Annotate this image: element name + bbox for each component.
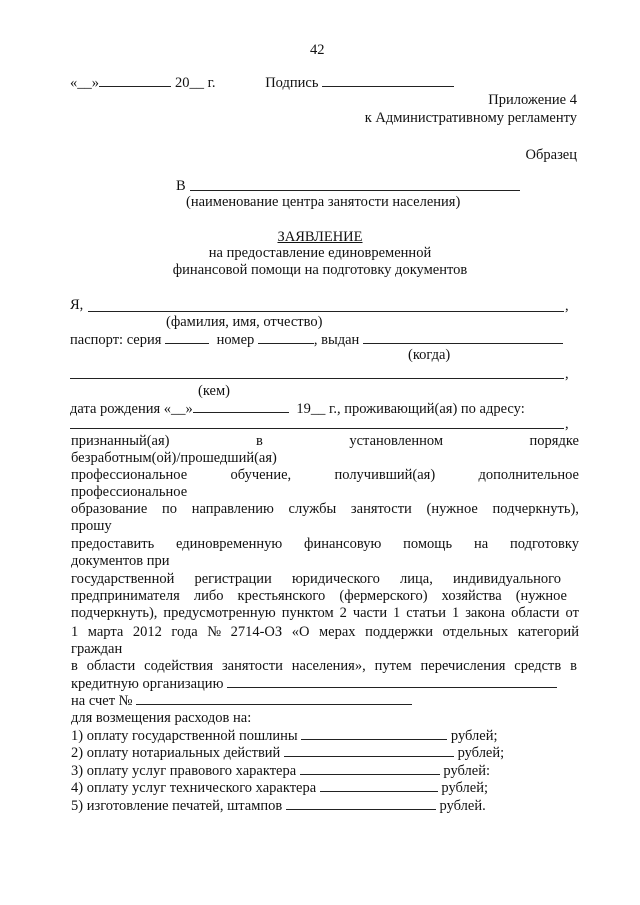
body-line-13: граждан bbox=[71, 641, 123, 657]
expense-item-3 bbox=[71, 762, 490, 780]
issued-by-comma: , bbox=[565, 366, 569, 382]
body-word: отдельных bbox=[442, 624, 509, 640]
body-word: предусмотренную bbox=[163, 605, 276, 621]
body-word: обучение, bbox=[230, 467, 292, 483]
body-word: предпринимателя bbox=[71, 588, 180, 604]
body-word: установленном bbox=[349, 433, 444, 449]
body-line-4: профессиональное bbox=[71, 484, 188, 500]
body-word: (фермерского) bbox=[339, 588, 428, 604]
expense-amount-blank[interactable] bbox=[320, 779, 438, 792]
expense-label: 5) изготовление печатей, штампов bbox=[71, 798, 283, 814]
body-word: года bbox=[171, 624, 198, 640]
body-word: 2 bbox=[339, 605, 347, 621]
body-word: юридического bbox=[291, 571, 380, 587]
passport-number-label: номер bbox=[216, 332, 255, 348]
signature-label: Подпись bbox=[265, 75, 319, 91]
body-word: (нужное bbox=[426, 501, 478, 517]
body-word: признанный(ая) bbox=[71, 433, 170, 449]
body-line-11 bbox=[71, 605, 579, 622]
passport-series-blank[interactable] bbox=[165, 331, 209, 344]
body-word: порядке bbox=[529, 433, 579, 449]
body-word: части bbox=[352, 605, 388, 621]
body-word: 1 bbox=[451, 605, 460, 621]
body-word: от bbox=[565, 605, 579, 621]
page-number: 42 bbox=[310, 42, 325, 58]
body-line-2: безработным(ой)/прошедший(ая) bbox=[71, 450, 277, 466]
date-day: «__» bbox=[70, 75, 99, 91]
sample-label: Образец bbox=[525, 147, 577, 163]
body-word: предоставить bbox=[71, 536, 155, 552]
body-word: 2012 bbox=[132, 624, 162, 640]
body-word: регистрации bbox=[194, 571, 272, 587]
body-word: подчеркнуть), bbox=[71, 605, 158, 621]
body-word: категорий bbox=[517, 624, 579, 640]
bank-label: кредитную организацию bbox=[71, 676, 224, 692]
body-word: образование bbox=[71, 501, 148, 517]
body-line-14 bbox=[71, 658, 577, 675]
addressee-blank[interactable] bbox=[190, 190, 520, 191]
birth-line bbox=[70, 400, 525, 418]
expense-amount-blank[interactable] bbox=[284, 744, 454, 757]
body-word: мерах bbox=[319, 624, 356, 640]
body-word: 1 bbox=[393, 605, 401, 621]
body-word: в bbox=[570, 658, 577, 674]
body-word: в bbox=[71, 658, 78, 674]
when-caption: (когда) bbox=[408, 347, 451, 363]
expense-item-2 bbox=[71, 744, 504, 762]
body-word: получивший(ая) bbox=[334, 467, 436, 483]
expense-item-5 bbox=[71, 797, 486, 815]
expense-unit: рублей. bbox=[439, 798, 486, 814]
body-line-6: прошу bbox=[71, 518, 112, 534]
passport-issued-label: , выдан bbox=[313, 332, 360, 348]
expense-unit: рублей; bbox=[441, 780, 489, 796]
body-word: «О bbox=[291, 624, 310, 640]
body-line-16 bbox=[71, 692, 412, 710]
body-line-1 bbox=[71, 433, 579, 450]
body-word: (нужное bbox=[515, 588, 567, 604]
expense-label: 4) оплату услуг технического характера bbox=[71, 780, 317, 796]
body-line-5 bbox=[71, 501, 579, 518]
body-line-7 bbox=[71, 536, 579, 553]
body-word: единовременную bbox=[176, 536, 283, 552]
body-word: дополнительное bbox=[478, 467, 579, 483]
body-word: лица, bbox=[400, 571, 433, 587]
addressee-prefix: В bbox=[176, 178, 186, 194]
body-word: № bbox=[207, 624, 222, 640]
birth-month-blank[interactable] bbox=[193, 400, 289, 413]
title-sub2: финансовой помощи на подготовку документов bbox=[172, 262, 468, 278]
body-word: в bbox=[256, 433, 263, 449]
date-year: 20__ г. bbox=[175, 75, 216, 91]
body-line-3 bbox=[71, 467, 579, 484]
body-line-9 bbox=[71, 571, 561, 588]
body-line-10 bbox=[71, 588, 567, 605]
birth-prefix: дата рождения «__» bbox=[70, 401, 193, 417]
fio-blank[interactable] bbox=[88, 311, 564, 312]
issued-by-blank[interactable] bbox=[70, 378, 564, 379]
account-blank[interactable] bbox=[136, 692, 412, 705]
account-label: на счет № bbox=[71, 693, 133, 709]
body-word: хозяйства bbox=[441, 588, 502, 604]
fio-caption: (фамилия, имя, отчество) bbox=[166, 314, 323, 330]
expense-amount-blank[interactable] bbox=[301, 727, 447, 740]
passport-line bbox=[70, 331, 563, 349]
body-word: 1 bbox=[71, 624, 79, 640]
body-word: по bbox=[161, 501, 177, 517]
expense-item-4 bbox=[71, 779, 488, 797]
body-word: занятости bbox=[350, 501, 412, 517]
body-word: области bbox=[86, 658, 136, 674]
body-word: средств bbox=[514, 658, 562, 674]
expense-amount-blank[interactable] bbox=[300, 762, 440, 775]
birth-year-text: 19__ г., проживающий(ая) по адресу: bbox=[296, 401, 525, 417]
body-word: на bbox=[473, 536, 489, 552]
body-word: населения», bbox=[291, 658, 366, 674]
body-word: пунктом bbox=[281, 605, 334, 621]
addressee-caption: (наименование центра занятости населения) bbox=[186, 194, 461, 210]
body-word: подчеркнуть), bbox=[492, 501, 579, 517]
expense-amount-blank[interactable] bbox=[286, 797, 436, 810]
body-line-12 bbox=[71, 624, 579, 641]
body-word: путем bbox=[374, 658, 412, 674]
body-word: перечисления bbox=[420, 658, 506, 674]
body-word: финансовую bbox=[304, 536, 382, 552]
body-word: области bbox=[511, 605, 560, 621]
body-word: содействия bbox=[144, 658, 214, 674]
body-word: либо bbox=[193, 588, 224, 604]
fio-comma: , bbox=[565, 298, 569, 314]
expense-unit: рублей; bbox=[457, 745, 505, 761]
passport-number-blank[interactable] bbox=[258, 331, 314, 344]
body-word: занятости bbox=[221, 658, 283, 674]
body-word: закона bbox=[465, 605, 506, 621]
body-word: профессиональное bbox=[71, 467, 188, 483]
body-word: направлению bbox=[191, 501, 274, 517]
expense-label: 3) оплату услуг правового характера bbox=[71, 763, 297, 779]
body-word: подготовку bbox=[510, 536, 579, 552]
body-word: крестьянского bbox=[237, 588, 326, 604]
date-month-blank[interactable] bbox=[99, 74, 171, 87]
bank-blank[interactable] bbox=[227, 675, 557, 688]
address-blank[interactable] bbox=[70, 428, 564, 429]
i-prefix: Я, bbox=[70, 297, 84, 313]
signature-blank[interactable] bbox=[322, 74, 454, 87]
passport-series-label: паспорт: серия bbox=[70, 332, 162, 348]
expense-label: 1) оплату государственной пошлины bbox=[71, 728, 298, 744]
body-line-15 bbox=[71, 675, 557, 693]
body-word: статьи bbox=[406, 605, 446, 621]
body-word: службы bbox=[288, 501, 337, 517]
body-line-8: документов при bbox=[71, 553, 170, 569]
body-word: индивидуального bbox=[453, 571, 561, 587]
document-title: ЗАЯВЛЕНИЕ bbox=[277, 229, 363, 245]
body-word: марта bbox=[87, 624, 124, 640]
address-comma: , bbox=[565, 416, 569, 432]
body-word: государственной bbox=[71, 571, 175, 587]
who-caption: (кем) bbox=[198, 383, 230, 399]
appendix-line1: Приложение 4 bbox=[488, 92, 577, 108]
date-line bbox=[70, 74, 454, 92]
title-sub1: на предоставление единовременной bbox=[208, 245, 432, 261]
appendix-line2: к Административному регламенту bbox=[364, 110, 577, 126]
body-word: 2714-ОЗ bbox=[230, 624, 283, 640]
passport-issued-blank[interactable] bbox=[363, 331, 563, 344]
expense-unit: рублей; bbox=[450, 728, 498, 744]
body-word: помощь bbox=[403, 536, 453, 552]
body-word: поддержки bbox=[365, 624, 433, 640]
expense-label: 2) оплату нотариальных действий bbox=[71, 745, 281, 761]
body-line-17: для возмещения расходов на: bbox=[71, 710, 252, 726]
expense-item-1 bbox=[71, 727, 498, 745]
expense-unit: рублей: bbox=[443, 763, 491, 779]
